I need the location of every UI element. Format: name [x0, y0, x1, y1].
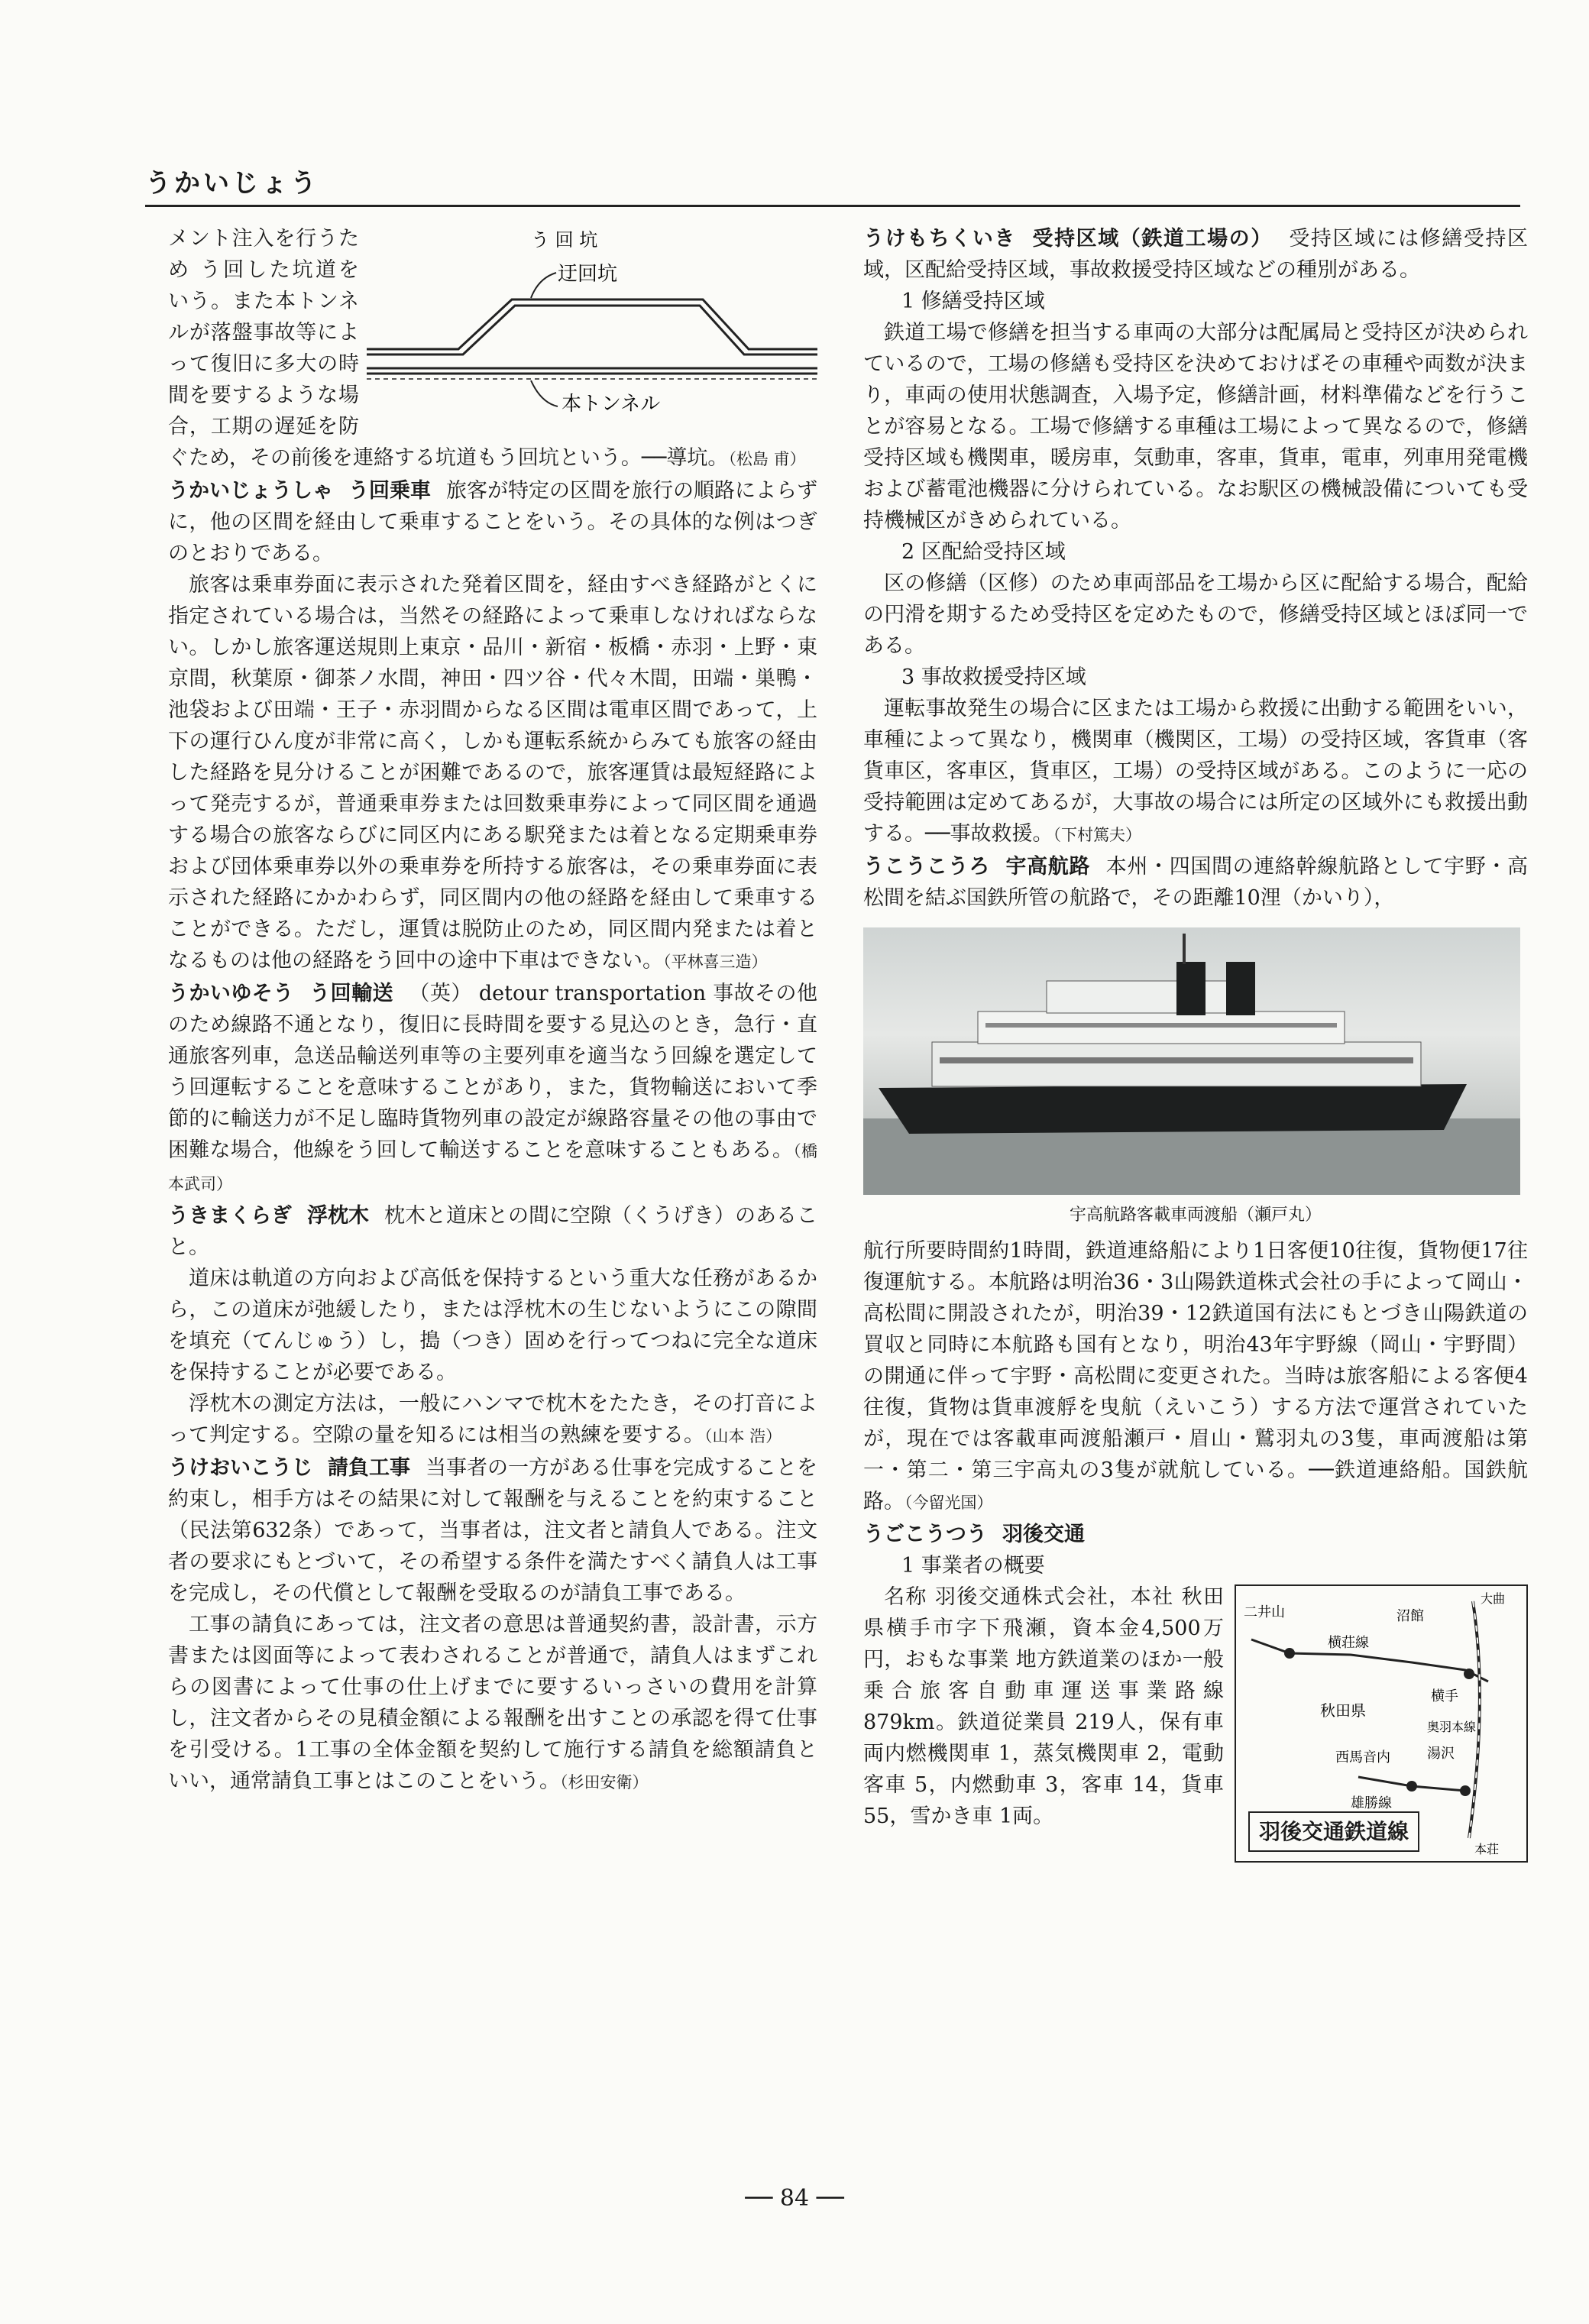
map-label: 二井山	[1244, 1604, 1285, 1620]
entry-reading: うけもちくいき	[863, 227, 1016, 251]
credit: （松島 甫）	[728, 450, 806, 468]
entry-ukaijosha: うかいじょうしゃ う回乗車 旅客が特定の区間を旅行の順路によらずに，他の区間を経由して乗車することをいう。その具体的な例はつぎのとおりである。	[168, 479, 817, 565]
entry-term: う回乗車	[348, 479, 431, 503]
entry-term: 浮枕木	[307, 1204, 369, 1228]
entry-paragraph: 工事の請負にあっては，注文者の意思は普通契約書，設計書，示方書または図面等によって表わされることが普通で，請負人はまずこれらの図書によって仕事の仕上げまでに要するいっさいの費用を計算し，注文者からその見積金額による報酬を出すことの承認を得て仕事を引受ける。1工事の全体金額を契約して施行する請負を総額請負といい，通常請負工事とはこのことをいう。（杉田安衛）	[168, 1613, 817, 1793]
header-rule	[145, 205, 1520, 207]
map-label: 大曲	[1481, 1591, 1506, 1606]
railway-map	[1235, 1584, 1528, 1863]
page-number: ── 84 ──	[745, 2185, 844, 2212]
credit: （杉田安衛）	[560, 1773, 649, 1792]
entry-ukimakuragi: うきまくらぎ 浮枕木 枕木と道床との間に空隙（くうげき）のあること。	[168, 1204, 817, 1259]
ferry-photo	[863, 927, 1520, 1195]
entry-ukokoro: うこうこうろ 宇高航路 本州・四国間の連絡幹線航路として宇野・高松間を結ぶ国鉄所管の航路で，その距離10浬（かいり），	[863, 855, 1529, 910]
credit: （今留光国）	[905, 1494, 993, 1512]
entry-ugokotsu	[863, 1519, 1528, 1550]
credit: （山本 浩）	[704, 1427, 782, 1445]
entry-term: 宇高航路	[1005, 855, 1091, 879]
map-label: 横手	[1431, 1688, 1458, 1704]
intro-text: メント注入を行うため う回した坑道をいう。また本トンネルが落盤事故等によって復旧に多大の時間を要するような場合，工期の遅延を防ぐため，その前後を連絡する坑道もう回坑という。──導坑。（松島 甫）	[168, 227, 806, 470]
map-label: 秋田県	[1320, 1701, 1366, 1720]
entry-reading: うきまくらぎ	[168, 1204, 292, 1228]
entry-term: 羽後交通	[1002, 1523, 1085, 1546]
map-label: 沼館	[1396, 1608, 1424, 1624]
entry-paragraph: 名称 羽後交通株式会社，本社 秋田県横手市字下飛瀬，資本金4,500万円，おもな事業 地方鉄道業のほか一般乗合旅客自動車運送事業路線 879km。鉄道従業員 219人，保有車両内燃機関車 1，蒸気機関車 2，電動客車 5，内燃動車 3，客車 14，貨車 55，雪かき車 1両。	[863, 1585, 1224, 1828]
photo-caption: 宇高航路客載車両渡船（瀬戸丸）	[1069, 1206, 1322, 1225]
entry-term: 請負工事	[328, 1456, 410, 1480]
entry-reading: うごこうつう	[863, 1523, 987, 1546]
subsection-title: 1 事業者の概要	[901, 1554, 1045, 1578]
entry-paragraph: 運転事故発生の場合に区または工場から救援に出動する範囲をいい，車種によって異なり，機関車（機関区，工場）の受持区域，客貨車（客貨車区，客車区，貨車区，工場）の受持区域がある。このように一応の受持範囲は定めてあるが，大事故の場合には所定の区域外にも救援出動する。──事故救援。（下村篤夫）	[863, 697, 1528, 846]
entry-ukemochikuiki: うけもちくいき 受持区域（鉄道工場の） 受持区域には修繕受持区域，区配給受持区域，事故救援受持区域などの種別がある。	[863, 227, 1529, 282]
map-label: 西馬音内	[1335, 1749, 1390, 1766]
map-label: 雄勝線	[1351, 1795, 1392, 1811]
entry-paragraph: 浮枕木の測定方法は，一般にハンマで枕木をたたき，その打音によって判定する。空隙の量を知るには相当の熟練を要する。（山本 浩）	[168, 1392, 817, 1447]
entry-reading: うこうこうろ	[863, 855, 990, 879]
subsection-title: 1 修繕受持区域	[901, 290, 1045, 313]
running-title: うかいじょう	[145, 168, 319, 199]
detour-tunnel-figure	[367, 223, 817, 414]
entry-paragraph: 鉄道工場で修繕を担当する車両の大部分は配属局と受持区が決められているので，工場の修繕も受持区を決めておけばその車種や両数が決まり，車両の使用状態調査，入場予定，修繕計画，材料準備などを行うことが容易となる。工場で修繕する車種は工場によって異なるので，修繕受持区域も機関車，暖房車，気動車，客車，貨車，電車，列車用発電機および蓄電池機器に分けられている。なお駅区の機械設備についても受持機械区がきめられている。	[863, 321, 1528, 532]
map-label: 横荘線	[1328, 1635, 1369, 1651]
right-column	[863, 223, 1528, 1863]
entry-term: う回輸送	[309, 982, 393, 1005]
map-label: 湯沢	[1427, 1746, 1455, 1762]
entry-term: 受持区域（鉄道工場の）	[1031, 227, 1273, 251]
credit: （平林喜三造）	[663, 953, 768, 971]
subsection-title: 2 区配給受持区域	[901, 540, 1066, 564]
figure-label-main: 本トンネル	[561, 393, 661, 414]
entry-english: （英） detour transportation	[408, 982, 707, 1005]
entry-paragraph: 区の修繕（区修）のため車両部品を工場から区に配給する場合，配給の円滑を期するため受持区を定めたもので，修繕受持区域とほぼ同一である。	[863, 571, 1528, 658]
entry-paragraph: 旅客は乗車券面に表示された発着区間を，経由すべき経路がとくに指定されている場合は，当然その経路によって乗車しなければならない。しかし旅客運送規則上東京・品川・新宿・板橋・赤羽・上野・東京間，秋葉原・御茶ノ水間，神田・四ツ谷・代々木間，田端・巣鴨・池袋および田端・王子・赤羽間からなる区間は電車区間であって，上下の運行ひん度が非常に高く，しかも運転系統からみても旅客の経由した経路を見分けることが困難であるので，旅客運賃は最短経路によって発売するが，普通乗車券または回数乗車券によって同区間を通過する場合の旅客ならびに同区内にある駅発または着となる定期乗車券および団体乗車券以外の乗車券を所持する旅客は，その乗車券面に表示された経路にかかわらず，同区間内の他の経路を経由して乗車することができる。ただし，運賃は脱防止のため，同区間内発または着となるものは他の経路をう回中の途中下車はできない。（平林喜三造）	[168, 573, 817, 973]
entry-ukaiyuso: うかいゆそう う回輸送 （英） detour transportation 事故その他のため線路不通となり，復旧に長時間を要する見込のとき，急行・直通旅客列車，急送品輸送列車等の主要列車を適当なう回線を選定してう回運転することを意味することがあり，また，貨物輸送において季節的に輸送力が不足し臨時貨物列車の設定が線路容量その他の事由で困難な場合，他線をう回して輸送することを意味することもある。（橋本武司）	[168, 982, 818, 1193]
entry-reading: うかいじょうしゃ	[168, 479, 333, 503]
entry-paragraph: 道床は軌道の方向および高低を保持するという重大な任務があるから，この道床が弛緩したり，または浮枕木の生じないようにこの隙間を填充（てんじゅう）し，搗（つき）固めを行ってつねに完全な道床を保持することが必要である。	[168, 1267, 817, 1384]
map-label: 奥羽本線	[1427, 1720, 1477, 1734]
credit: （下村篤夫）	[1053, 826, 1142, 844]
map-title: 羽後交通鉄道線	[1248, 1811, 1419, 1852]
figure-title: う 回 坑	[531, 229, 598, 251]
entry-paragraph: 航行所要時間約1時間，鉄道連絡船により1日客便10往復，貨物便17往復運航する。本航路は明治36・3山陽鉄道株式会社の手によって岡山・高松間に開設されたが，明治39・12鉄道国有法にもとづき山陽鉄道の買収と同時に本航路も国有となり，明治43年宇野線（岡山・宇野間）の開通に伴って宇野・高松間に変更された。当時は旅客船による客便4往復，貨物は貨車渡艀を曳航（えいこう）する方法で運営されていたが，現在では客載車両渡船瀬戸・眉山・鷲羽丸の3隻，車両渡船は第一・第二・第三宇高丸の3隻が就航している。──鉄道連絡船。国鉄航路。（今留光国）	[863, 1239, 1528, 1513]
map-label: 本荘	[1474, 1842, 1500, 1856]
entry-reading: うかいゆそう	[168, 982, 294, 1005]
entry-reading: うけおいこうじ	[168, 1456, 312, 1480]
credit: （橋本武司）	[168, 1142, 818, 1193]
subsection-title: 3 事故救援受持区域	[901, 665, 1086, 689]
figure-label-detour: 迂回坑	[558, 263, 618, 286]
left-column	[168, 223, 817, 1798]
entry-ukeoikoji: うけおいこうじ 請負工事 当事者の一方がある仕事を完成することを約束し，相手方はその結果に対して報酬を与えることを約束すること（民法第632条）であって，当事者は，注文者と請負人である。注文者の要求にもとづいて，その希望する条件を満たすべく請負人は工事を完成し，その代償として報酬を受取るのが請負工事である。	[168, 1456, 817, 1605]
